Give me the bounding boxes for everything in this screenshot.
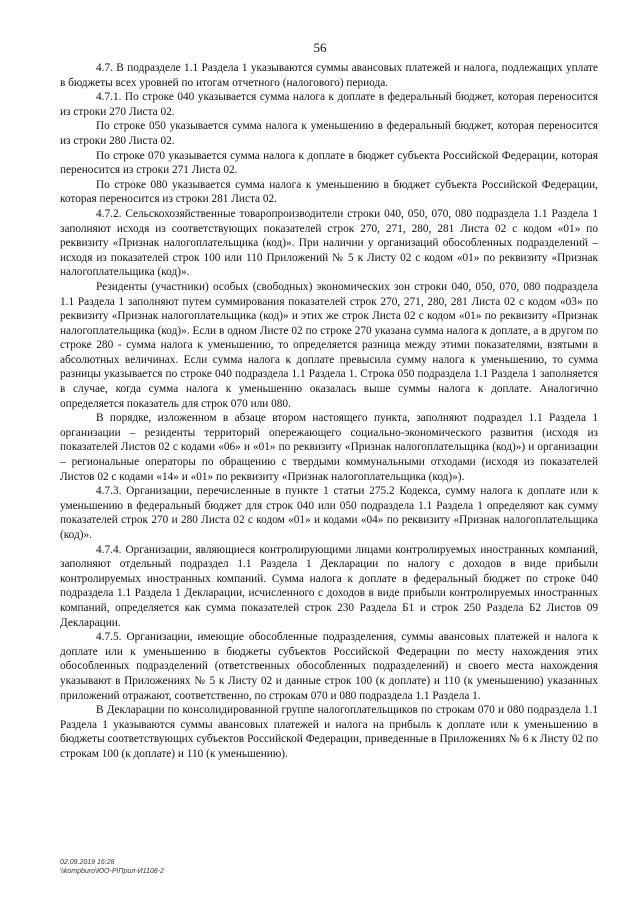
paragraph-4-7: 4.7. В подразделе 1.1 Раздела 1 указываются суммы авансовых платежей и налога, подлежащих уплате в бюджеты всех уровней по итогам отчетного (налогового) периода. xyxy=(60,62,598,89)
page-number: 56 xyxy=(313,40,327,55)
paragraph-4-7-5: 4.7.5. Организации, имеющие обособленные подразделения, суммы авансовых платежей и налога к доплате или к уменьшению в бюджеты субъектов Российской Федерации по месту нахождения этих обособленных подразделений (ответственных обособленных подразделений) и своего места нахождения указывают в Приложениях № 5 к Листу 02 и данные строк 100 (к доплате) и 110 (к уменьшению) указанных приложений отражают, соответственно, по строкам 070 и 080 подраздела 1.1 Раздела 1. xyxy=(60,631,598,702)
paragraph-4-7-4: 4.7.4. Организации, являющиеся контролирующими лицами контролируемых иностранных компаний, заполняют отдельный подраздел 1.1 Раздела 1 Декларации по налогу с доходов в виде прибыли контролируемых иностранных компаний. Сумма налога к доплате в федеральный бюджет по строке 040 подраздела 1.1 Раздела 1 Декларации, исчисленного с доходов в виде прибыли контролируемых иностранных компаний, определяется как сумма показателей строк 230 Раздела Б1 и строк 250 Раздела Б2 Листов 09 Декларации. xyxy=(60,543,598,629)
paragraph-procedure: В порядке, изложенном в абзаце втором настоящего пункта, заполняют подраздел 1.1 Раздела 1 организации – резиденты территорий опережающего социально-экономического развития (исходя из показателей Листов 02 с кодами «06» и «01» по реквизиту «Признак налогоплательщика (код)») и организации – региональные операторы по обращению с твердыми коммунальными отходами (исходя из показателей Листов 02 с кодами «14» и «01» по реквизиту «Признак налогоплательщика (код)»). xyxy=(60,412,598,483)
paragraph-4-7-1: 4.7.1. По строке 040 указывается сумма налога к доплате в федеральный бюджет, которая переносится из строки 270 Листа 02. xyxy=(60,91,598,118)
paragraph-line-050: По строке 050 указывается сумма налога к уменьшению в федеральный бюджет, которая переносится из строки 280 Листа 02. xyxy=(60,120,598,147)
paragraph-consolidated-group: В Декларации по консолидированной группе налогоплательщиков по строкам 070 и 080 подраздела 1.1 Раздела 1 указываются суммы авансовых платежей и налога на прибыль к доплате или к уменьшению в бюджеты соответствующих субъектов Российской Федерации, приведенные в Приложениях № 6 к Листу 02 по строкам 100 (к доплате) и 110 (к уменьшению). xyxy=(60,704,598,760)
footer-timestamp: 02.09.2019 16:28 xyxy=(60,859,115,866)
footer-file-path: \\kompburo\ЮО-Р\Прил-И1108-2 xyxy=(60,868,164,875)
paragraph-4-7-2: 4.7.2. Сельскохозяйственные товаропроизводители строки 040, 050, 070, 080 подраздела 1.1 Раздела 1 заполняют исходя из соответствующих показателей строк 270, 271, 280, 281 Листа 02 с кодом «01» по реквизиту «Признак налогоплательщика (код)». При наличии у организаций обособленных подразделений – исходя из показателей строк 100 или 110 Приложений № 5 к Листу 02 с кодом «01» по реквизиту «Признак налогоплательщика (код)». xyxy=(60,207,598,279)
document-footer xyxy=(60,858,164,876)
paragraph-line-070: По строке 070 указывается сумма налога к доплате в бюджет субъекта Российской Федерации, которая переносится из строки 271 Листа 02. xyxy=(60,149,598,177)
paragraph-line-080: По строке 080 указывается сумма налога к уменьшению в бюджет субъекта Российской Федерации, которая переносится из строки 281 Листа 02. xyxy=(60,178,598,206)
document-body xyxy=(60,61,598,762)
paragraph-4-7-3: 4.7.3. Организации, перечисленные в пункте 1 статьи 275.2 Кодекса, сумму налога к доплате или к уменьшению в федеральный бюджет для строк 040 или 050 подраздела 1.1 Раздела 1 определяют как сумму показателей строк 270 и 280 Листа 02 с кодом «01» и кодами «04» по реквизиту «Признак налогоплательщика (код)». xyxy=(60,485,598,541)
paragraph-residents: Резиденты (участники) особых (свободных) экономических зон строки 040, 050, 070, 080 подраздела 1.1 Раздела 1 заполняют путем суммирования показателей строк 270, 271, 280, 281 Листа 02 с кодом «03» по реквизиту «Признак налогоплательщика (код)» и этих же строк Листа 02 с кодом «01» по реквизиту «Признак налогоплательщика (код)». Если в одном Листе 02 по строке 270 указана сумма налога к доплате, а в другом по строке 280 - сумма налога к уменьшению, то определяется разница между этими показателями, взятыми в абсолютных величинах. Если сумма налога к доплате превысила сумму налога к уменьшению, то сумма разницы указывается по строке 040 подраздела 1.1 Раздела 1. Строка 050 подраздела 1.1 Раздела 1 заполняется в случае, когда сумма налога к уменьшению оказалась выше суммы налога к доплате. Аналогично определяется показатель для строк 070 или 080. xyxy=(60,280,598,410)
